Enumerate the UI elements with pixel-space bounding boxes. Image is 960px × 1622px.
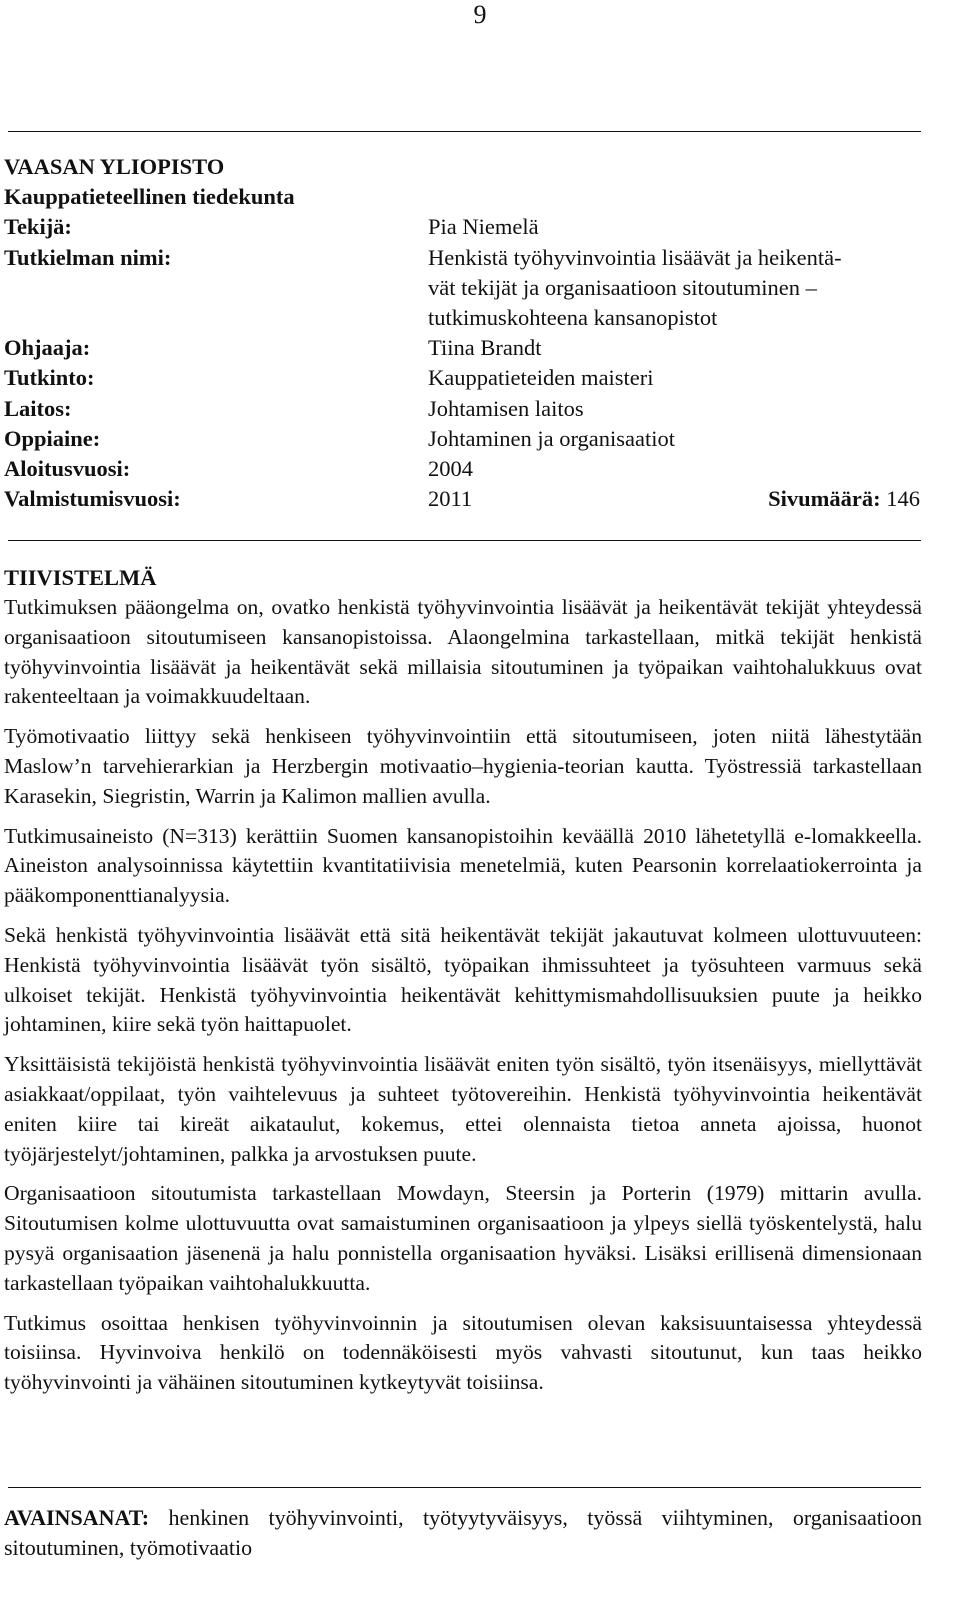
meta-label: Aloitusvuosi:: [4, 455, 131, 481]
abstract-heading: TIIVISTELMÄ: [4, 565, 157, 590]
meta-row-graduation-year: [4, 484, 920, 514]
meta-value: Kauppatieteiden maisteri: [428, 365, 654, 391]
page-count: [768, 484, 920, 514]
university-name: VAASAN YLIOPISTO: [4, 154, 225, 179]
meta-row-title-cont-1: [4, 273, 920, 303]
keywords: [4, 1503, 922, 1563]
meta-value: Henkistä työhyvinvointia lisäävät ja heikentä-: [428, 244, 842, 270]
abstract-body: [4, 593, 922, 1408]
meta-value: tutkimuskohteena kansanopistot: [428, 304, 718, 330]
abstract-paragraph: Sekä henkistä työhyvinvointia lisäävät että sitä heikentävät tekijät jakautuvat kolmeen ulottuvuuteen: Henkistä työhyvinvointia lisäävät työn sisältö, työpaikan ihmissuhteet ja työsuhteen varmuus sekä ulkoiset tekijät. Henkistä työhyvinvointia heikentävät kehittymismahdollisuuksien puute ja heikko johtaminen, kiire sekä työn haittapuolet.: [4, 922, 922, 1037]
meta-label: Tutkielman nimi:: [4, 244, 172, 270]
meta-value: 2004: [428, 455, 473, 481]
page-count-label: Sivumäärä:: [768, 486, 881, 512]
abstract-paragraph: Yksittäisistä tekijöistä henkistä työhyvinvointia lisäävät eniten työn sisältö, työn itsenäisyys, miellyttävät asiakkaat/oppilaat, työn vaihtelevuus ja suhteet työtovereihin. Henkistä työhyvinvointia heikentävät eniten kiire tai kireät aikataulut, kokemus, ettei olennaista tietoa anneta ajoissa, huonot työjärjestelyt/johtaminen, palkka ja arvostuksen puute.: [4, 1052, 922, 1166]
meta-label: Tekijä:: [4, 214, 72, 240]
faculty-name: Kauppatieteellinen tiedekunta: [4, 184, 295, 210]
abstract-paragraph: Organisaatioon sitoutumista tarkastellaan Mowdayn, Steersin ja Porterin (1979) mittarin avulla. Sitoutumisen kolme ulottuvuutta ovat samaistuminen organisaatioon ja ylpeys siellä työskentelystä, halu pysyä organisaation jäsenenä ja halu ponnistella organisaation hyväksi. Lisäksi erillisenä dimensionaan tarkastellaan työpaikan vaihtohalukkuutta.: [4, 1181, 922, 1295]
middle-divider: [8, 540, 921, 541]
meta-row-author: [4, 212, 920, 242]
meta-label: Oppiaine:: [4, 425, 101, 451]
top-divider: [8, 131, 921, 132]
university-row: [4, 152, 920, 182]
keywords-label: AVAINSANAT:: [4, 1505, 150, 1530]
abstract-paragraph: Tutkimuksen pääongelma on, ovatko henkistä työhyvinvointia lisäävät ja heikentävät tekijät yhteydessä organisaatioon sitoutumiseen kansanopistoissa. Alaongelmina tarkastellaan, mitkä tekijät henkistä työhyvinvointia lisäävät ja heikentävät sekä millaisia sitoutuminen ja työpaikan vaihtohalukkuus ovat rakenteeltaan ja voimakkuudeltaan.: [4, 595, 922, 709]
keywords-text: henkinen työhyvinvointi, työtyytyväisyys, työssä viihtyminen, organisaatioon sitoutuminen, työmotivaatio: [4, 1505, 922, 1560]
meta-label: Laitos:: [4, 395, 72, 421]
meta-row-degree: [4, 363, 920, 393]
meta-value: 2011: [428, 486, 473, 512]
faculty-row: [4, 182, 920, 212]
abstract-paragraph: Tutkimusaineisto (N=313) kerättiin Suomen kansanopistoihin keväällä 2010 lähetetyllä e-lomakkeella. Aineiston analysoinnissa käytettiin kvantitatiivisia menetelmiä, kuten Pearsonin korrelaatiokerrointa ja pääkomponenttianalyysia.: [4, 823, 922, 908]
meta-label: Ohjaaja:: [4, 335, 91, 361]
abstract-paragraph: Työmotivaatio liittyy sekä henkiseen työhyvinvointiin että sitoutumiseen, joten niitä lähestytään Maslow’n tarvehierarkian ja Herzbergin motivaatio–hygienia-teorian kautta. Työstressiä tarkastellaan Karasekin, Siegristin, Warrin ja Kalimon mallien avulla.: [4, 724, 922, 808]
meta-value: vät tekijät ja organisaatioon sitoutuminen –: [428, 274, 817, 300]
meta-label: Tutkinto:: [4, 365, 95, 391]
meta-row-supervisor: [4, 333, 920, 363]
meta-row-title-cont-2: [4, 303, 920, 333]
meta-row-title: [4, 243, 920, 273]
bottom-divider: [8, 1487, 921, 1488]
abstract-paragraph: Tutkimus osoittaa henkisen työhyvinvoinnin ja sitoutumisen olevan kaksisuuntaisessa yhteydessä toisiinsa. Hyvinvoiva henkilö on todennäköisesti myös vahvasti sitoutunut, kun taas heikko työhyvinvointi ja vähäinen sitoutuminen kytkeytyvät toisiinsa.: [4, 1310, 922, 1395]
page-number: 9: [473, 0, 487, 29]
meta-row-department: [4, 394, 920, 424]
meta-value: Pia Niemelä: [428, 214, 539, 240]
page-count-value: 146: [886, 486, 920, 512]
meta-value: Johtamisen laitos: [428, 395, 584, 421]
meta-label: Valmistumisvuosi:: [4, 486, 181, 512]
meta-row-start-year: [4, 454, 920, 484]
thesis-metadata: [4, 152, 920, 514]
meta-row-subject: [4, 424, 920, 454]
meta-value: Tiina Brandt: [428, 335, 542, 361]
meta-value: Johtaminen ja organisaatiot: [428, 425, 676, 451]
